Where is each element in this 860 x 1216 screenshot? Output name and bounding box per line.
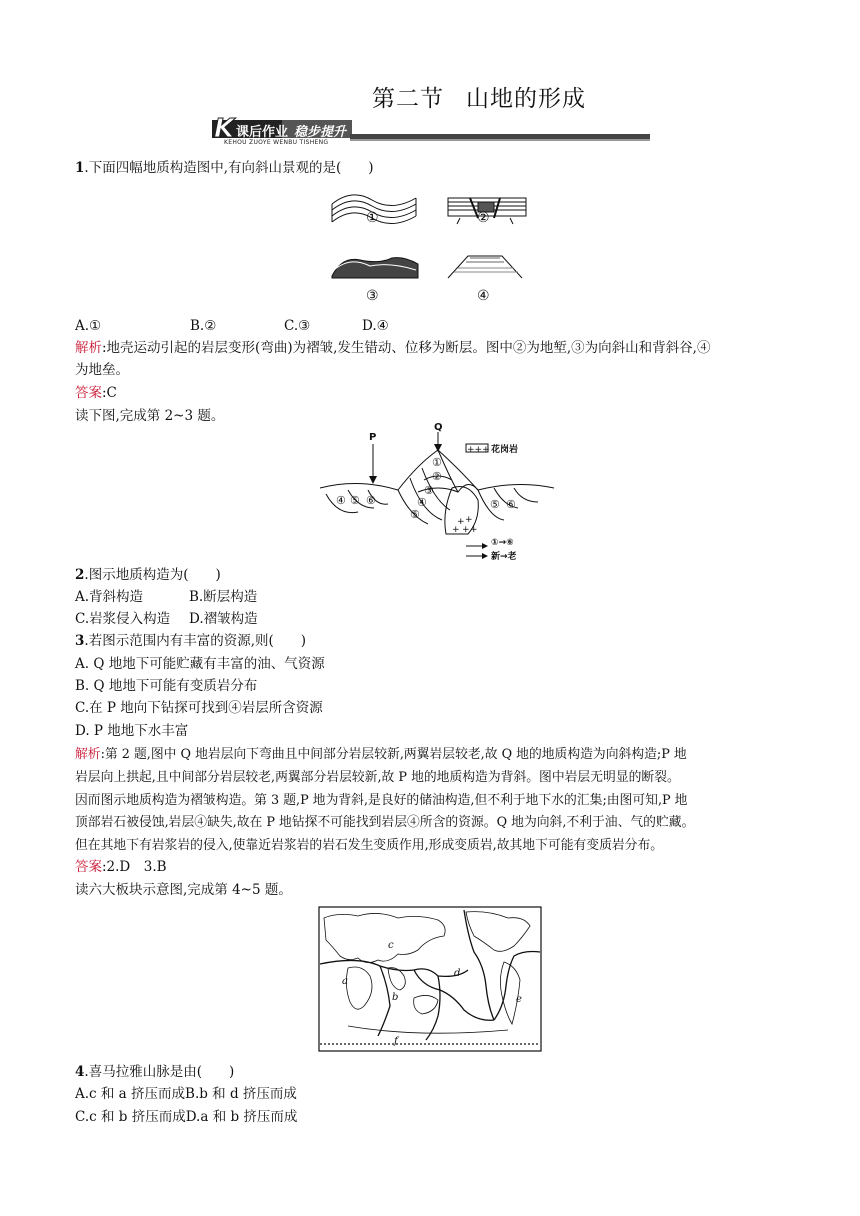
q2-options-row1 [75,587,257,608]
legend-granite: 花岗岩 [491,445,519,455]
legend-order: ①→⑥ [491,538,514,548]
svg-text:+: + [452,525,460,535]
q2-stem [75,565,221,586]
q1-options [75,316,389,337]
plate-d-label: d [454,968,461,979]
banner-sub-text: 稳步提升 [294,125,347,140]
layer-6-left: ⑥ [366,494,376,507]
q1-option-d[interactable]: D.④ [362,318,389,334]
svg-text:+: + [465,515,473,525]
q3-analysis-line-2: 岩层向上拱起,且中间部分岩层较老,两翼部分岩层较新,故 P 地的地质构造为背斜。图中岩层无明显的断裂。 [75,770,680,785]
plate-a-label: a [342,976,348,987]
banner-main-text: 课后作业 [236,125,289,140]
svg-text:+++: +++ [467,445,490,455]
q4-number: 4 [75,1064,85,1080]
layer-3: ③ [424,484,434,497]
banner-pinyin: KEHOU ZUOYE WENBU TISHENG [224,139,329,146]
q4-stem [75,1062,234,1083]
title-section: 第二节 [372,86,444,112]
fig3-label: ③ [366,288,379,304]
q2-option-b[interactable]: B.断层构造 [189,589,258,605]
q1-answer-label: 答案 [75,385,102,401]
plate-c-label: c [388,940,394,951]
q2-option-a[interactable]: A.背斜构造 [75,589,144,605]
svg-text:+: + [470,525,478,535]
q4-stem-text: .喜马拉雅山脉是由( ) [84,1064,235,1080]
q3-option-c[interactable]: C.在 P 地向下钻探可找到④岩层所含资源 [75,700,323,716]
q3-analysis-label: 解析 [75,747,101,762]
q3-stem-text: .若图示范围内有丰富的资源,则( ) [84,633,307,649]
q3-option-d[interactable]: D. P 地地下水丰富 [75,723,189,739]
q1-stem-text: .下面四幅地质构造图中,有向斜山景观的是( ) [84,160,374,176]
svg-text:+: + [457,517,465,527]
q1-option-b[interactable]: B.② [190,318,217,334]
q4-option-d[interactable]: D.a 和 b 挤压而成 [185,1109,298,1125]
q1-analysis-text: :地壳运动引起的岩层变形(弯曲)为褶皱,发生错动、位移为断层。图中②为地堑,③为向斜山和背斜谷,④ [102,340,711,356]
q4-option-a[interactable]: A.c 和 a 挤压而成 [75,1086,186,1102]
read-instruction-2: 读六大板块示意图,完成第 4~5 题。 [75,882,292,898]
layer-5-left: ⑤ [350,494,360,507]
fig3-syncline [332,258,418,278]
q3-answer-label: 答案 [75,859,102,875]
plate-b-label: b [392,992,399,1003]
plate-e-label: e [516,994,522,1005]
geologic-structure-diagrams [330,186,530,306]
q3-answer [75,857,167,878]
svg-text:+: + [462,525,470,535]
q1-analysis [75,338,710,359]
layer-2: ② [432,470,442,483]
fold-structure-figure [318,422,558,562]
layer-5-right: ⑤ [490,498,500,511]
layer-1: ① [432,456,442,469]
q1-option-c[interactable]: C.③ [284,318,311,334]
q1-stem [75,158,374,179]
q1-answer-text: :C [102,385,117,401]
q1-option-a[interactable]: A.① [75,318,102,334]
label-q: Q [434,422,443,433]
q3-analysis-line-4: 顶部岩石被侵蚀,岩层④缺失,故在 P 地钻探不可能找到岩层④所含的资源。Q 地为向斜,不利于油、气的贮藏。 [75,815,695,830]
fig2-label: ② [477,210,490,226]
read-instruction-1: 读下图,完成第 2~3 题。 [75,408,225,424]
plate-map [318,906,542,1052]
page-title [0,80,860,113]
q2-option-c[interactable]: C.岩浆侵入构造 [75,611,171,627]
layer-4: ④ [417,496,427,509]
q3-analysis-line-5: 但在其地下有岩浆岩的侵入,使靠近岩浆岩的岩石发生变质作用,形成变质岩,故其地下可能有变质岩分布。 [75,838,664,853]
q1-figures [330,186,530,306]
label-p: P [369,432,377,443]
six-plates-map [318,906,542,1052]
q4-options-row1 [75,1084,297,1105]
layer-6-right: ⑥ [506,498,516,511]
layer-4-left: ④ [336,494,346,507]
q1-analysis-label: 解析 [75,340,102,356]
fig4-horst [448,256,522,278]
q3-analysis-line-1 [75,744,687,765]
q3-analysis-line-3: 因而图示地质构造为褶皱构造。第 3 题,P 地为背斜,是良好的储油构造,但不利于地下水的汇集;由图可知,P 地 [75,793,688,808]
homework-banner [212,114,652,148]
q2-option-d[interactable]: D.褶皱构造 [189,611,258,627]
q1-number: 1 [75,160,85,176]
fig4-label: ④ [477,288,490,304]
q2-stem-text: .图示地质构造为( ) [84,567,221,583]
banner-k-letter: K [214,114,235,144]
title-topic: 山地的形成 [466,86,586,112]
q4-options-row2 [75,1107,297,1128]
q3-option-a[interactable]: A. Q 地地下可能贮藏有丰富的油、气资源 [75,656,325,672]
q3-analysis-text-1: :第 2 题,图中 Q 地岩层向下弯曲且中间部分岩层较新,两翼岩层较老,故 Q 地的地质构造为向斜构造;P 地 [100,747,687,762]
q3-answer-text: :2.D 3.B [102,859,167,875]
q4-option-c[interactable]: C.c 和 b 挤压而成 [75,1109,186,1125]
q2-options-row2 [75,609,258,630]
q4-option-b[interactable]: B.b 和 d 挤压而成 [185,1086,297,1102]
q3-stem [75,631,306,652]
q2-number: 2 [75,567,85,583]
layer-5: ⑤ [410,508,420,521]
plate-f-label: f [394,1036,398,1047]
q1-answer [75,383,117,404]
q3-number: 3 [75,633,85,649]
q1-analysis-cont: 为地垒。 [75,362,129,378]
q3-option-b[interactable]: B. Q 地地下可能有变质岩分布 [75,678,258,694]
legend-age: 新→老 [491,552,517,562]
fig1-label: ① [366,210,379,226]
